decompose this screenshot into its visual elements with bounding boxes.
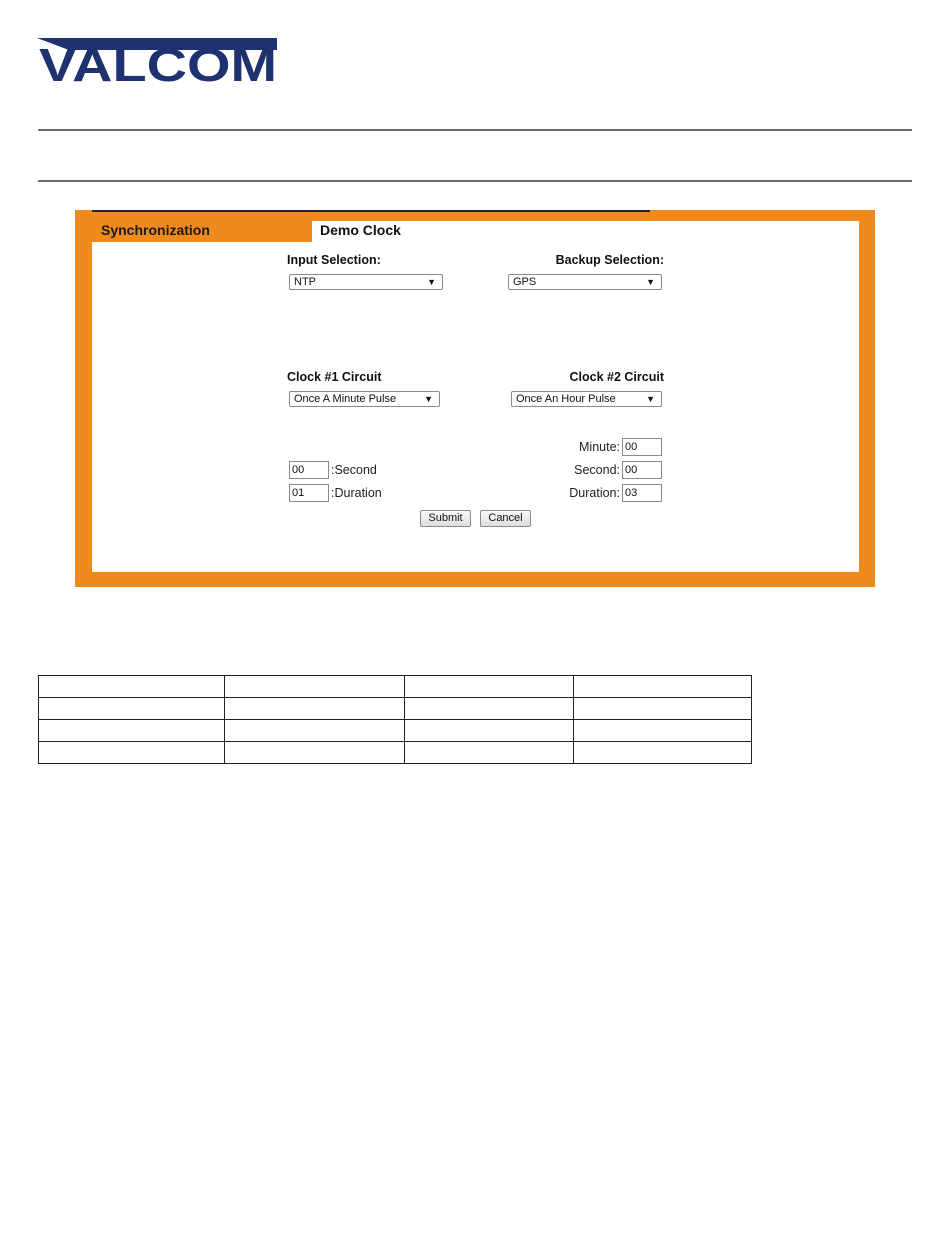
- table-cell: [574, 698, 752, 720]
- header-rule-top: [38, 129, 912, 131]
- clock1-duration-label: :Duration: [331, 486, 382, 500]
- clock1-pulse-value: Once A Minute Pulse: [294, 393, 397, 405]
- table-cell: [225, 698, 405, 720]
- table-cell: [405, 698, 574, 720]
- clock1-second-label: :Second: [331, 463, 377, 477]
- chevron-down-icon: ▼: [427, 277, 436, 287]
- clock2-minute-label: Minute:: [579, 440, 620, 454]
- clock2-second-input[interactable]: 00: [622, 461, 662, 479]
- table-cell: [574, 720, 752, 742]
- tab-synchronization[interactable]: Synchronization: [92, 220, 312, 242]
- table-cell: [405, 742, 574, 764]
- table-cell: [39, 676, 225, 698]
- input-selection-value: NTP: [294, 276, 316, 288]
- clock2-minute-input[interactable]: 00: [622, 438, 662, 456]
- submit-button[interactable]: Submit: [420, 510, 471, 527]
- clock2-pulse-dropdown[interactable]: [511, 391, 662, 407]
- cancel-button[interactable]: Cancel: [480, 510, 531, 527]
- chevron-down-icon: ▼: [646, 394, 655, 404]
- table-row: [39, 698, 752, 720]
- backup-selection-dropdown[interactable]: [508, 274, 662, 290]
- valcom-logo: [37, 36, 279, 84]
- table-cell: [225, 742, 405, 764]
- clock2-duration-input[interactable]: 03: [622, 484, 662, 502]
- clock1-title: Clock #1 Circuit: [287, 370, 382, 384]
- backup-selection-value: GPS: [513, 276, 537, 288]
- table-cell: [39, 698, 225, 720]
- clock2-title: Clock #2 Circuit: [569, 370, 664, 384]
- settings-panel: [92, 221, 859, 572]
- table-cell: [225, 676, 405, 698]
- table-cell: [39, 742, 225, 764]
- table-row: [39, 720, 752, 742]
- table-cell: [225, 720, 405, 742]
- input-selection-dropdown[interactable]: [289, 274, 443, 290]
- clock2-second-label: Second:: [574, 463, 620, 477]
- clock1-second-input[interactable]: 00: [289, 461, 329, 479]
- table-cell: [574, 676, 752, 698]
- clock1-pulse-dropdown[interactable]: [289, 391, 440, 407]
- table-cell: [574, 742, 752, 764]
- table-cell: [405, 676, 574, 698]
- clock2-duration-label: Duration:: [569, 486, 620, 500]
- input-selection-label: Input Selection:: [287, 253, 381, 267]
- table-row: [39, 676, 752, 698]
- table-cell: [39, 720, 225, 742]
- clock1-duration-input[interactable]: 01: [289, 484, 329, 502]
- tab-bar-line: [92, 210, 650, 212]
- chevron-down-icon: ▼: [646, 277, 655, 287]
- clock2-pulse-value: Once An Hour Pulse: [516, 393, 616, 405]
- empty-table: [38, 675, 752, 764]
- tab-demo-clock[interactable]: Demo Clock: [320, 222, 401, 238]
- header-rule-bottom: [38, 180, 912, 182]
- svg-text:VALCOM: VALCOM: [39, 39, 277, 84]
- chevron-down-icon: ▼: [424, 394, 433, 404]
- table-cell: [405, 720, 574, 742]
- table-row: [39, 742, 752, 764]
- backup-selection-label: Backup Selection:: [555, 253, 664, 267]
